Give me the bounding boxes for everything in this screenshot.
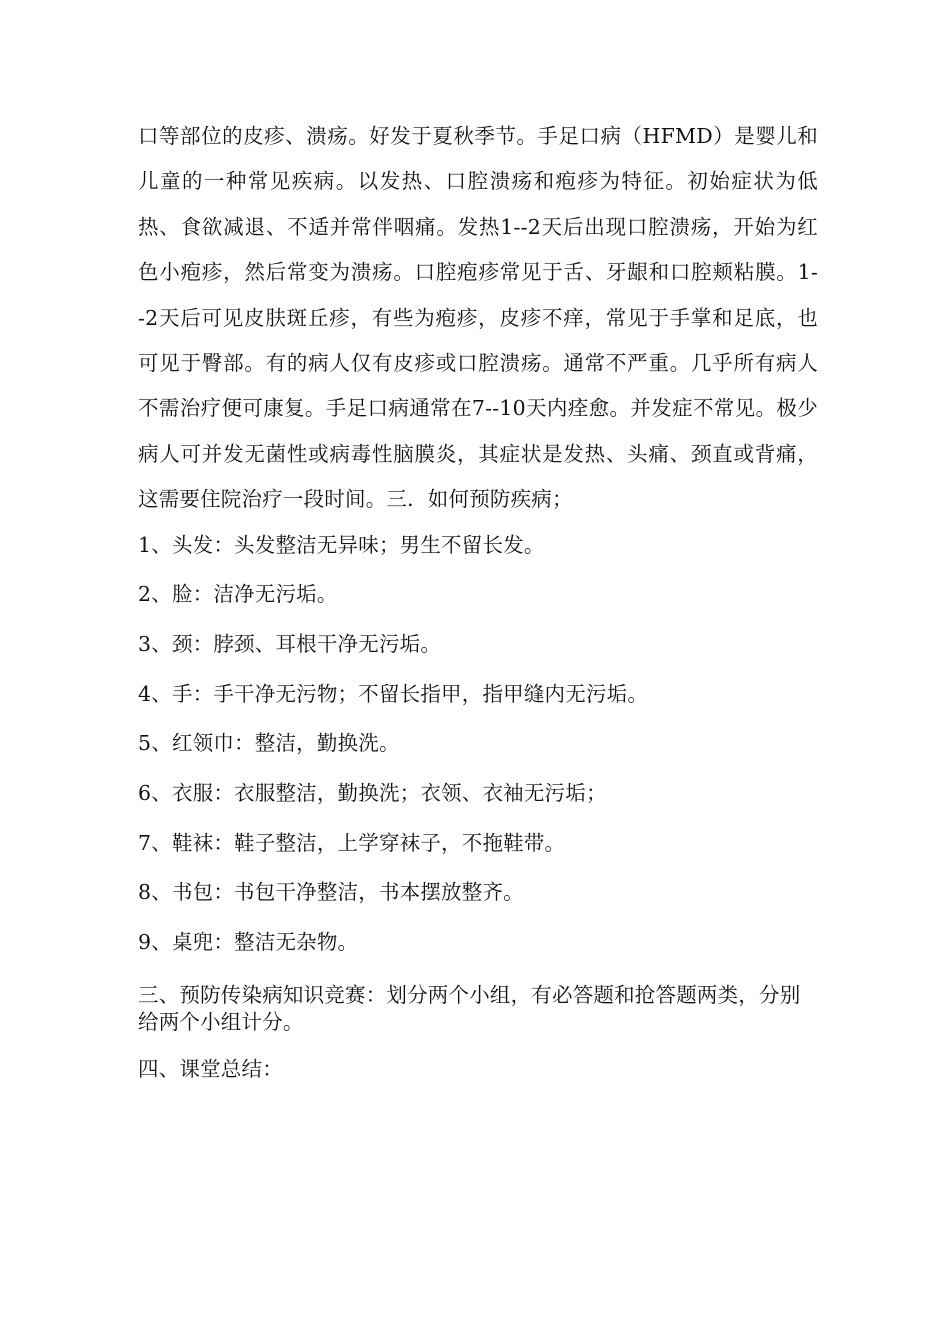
list-item: 5、红领巾：整洁，勤换洗。 (138, 731, 400, 756)
list-item: 9、桌兜：整洁无杂物。 (138, 930, 359, 955)
class-summary-heading: 四、课堂总结： (138, 1056, 283, 1081)
list-item: 8、书包：书包干净整洁，书本摆放整齐。 (138, 880, 524, 905)
list-item: 6、衣服：衣服整洁，勤换洗；衣领、衣袖无污垢； (138, 781, 607, 806)
document-content (138, 114, 818, 1083)
list-item: 2、脸：洁净无污垢。 (138, 582, 338, 607)
hygiene-checklist (138, 523, 818, 970)
knowledge-contest-section: 三、预防传染病知识竞赛：划分两个小组，有必答题和抢答题两类，分别给两个小组计分。 (138, 982, 801, 1034)
list-item: 7、鞋袜：鞋子整洁，上学穿袜子，不拖鞋带。 (138, 830, 566, 855)
hfmd-description-paragraph: 口等部位的皮疹、溃疡。好发于夏秋季节。手足口病（HFMD）是婴儿和儿童的一种常见疾病。以发热、口腔溃疡和疱疹为特征。初始症状为低热、食欲减退、不适并常伴咽痛。发热1--2天后出现口腔溃疡，开始为红色小疱疹，然后常变为溃疡。口腔疱疹常见于舌、牙龈和口腔颊粘膜。1--2天后可见皮肤斑丘疹，有些为疱疹，皮疹不痒，常见于手掌和足底，也可见于臀部。有的病人仅有皮疹或口腔溃疡。通常不严重。几乎所有病人不需治疗便可康复。手足口病通常在7--10天内痊愈。并发症不常见。极少病人可并发无菌性或病毒性脑膜炎，其症状是发热、头痛、颈直或背痛，这需要住院治疗一段时间。三．如何预防疾病； (138, 124, 818, 512)
list-item: 4、手：手干净无污物；不留长指甲，指甲缝内无污垢。 (138, 681, 649, 706)
list-item: 3、颈：脖颈、耳根干净无污垢。 (138, 632, 442, 657)
list-item: 1、头发：头发整洁无异味；男生不留长发。 (138, 532, 545, 557)
